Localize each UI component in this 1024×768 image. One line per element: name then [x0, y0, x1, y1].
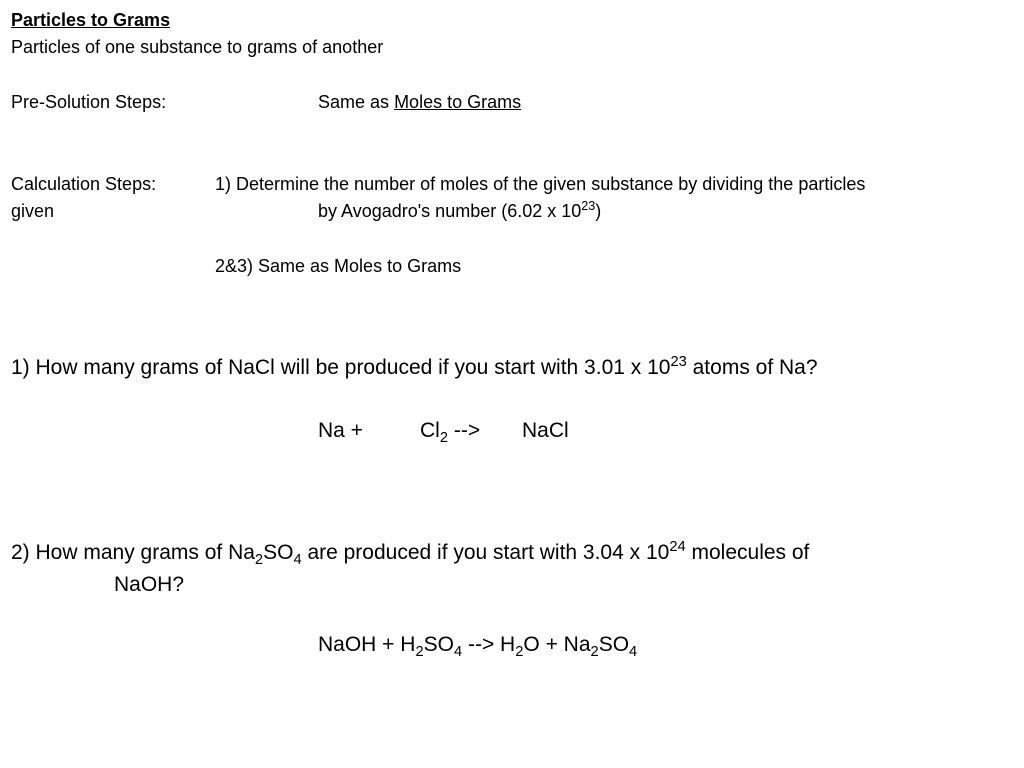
eq-part2: SO [423, 633, 454, 656]
arrow-text: --> [448, 419, 481, 442]
eq-part3: --> H [462, 633, 516, 656]
pre-solution-label: Pre-Solution Steps: [11, 92, 167, 112]
calculation-label: Calculation Steps: [11, 174, 157, 194]
moles-to-grams-link[interactable]: Moles to Grams [394, 92, 522, 112]
problem1-exponent: 23 [670, 354, 687, 370]
eq-part5: SO [598, 633, 630, 656]
problem2-sub1: 2 [254, 552, 264, 569]
avogadro-exponent: 23 [581, 199, 596, 213]
eq-sub5: 4 [629, 644, 638, 661]
step1-line2 [318, 199, 602, 221]
problem1-eq-cl2 [420, 419, 481, 447]
avogadro-close: ) [595, 201, 602, 221]
problem2-exponent: 24 [669, 539, 686, 555]
pre-solution-text [318, 93, 521, 111]
problem2-q-mid1: SO [263, 541, 294, 564]
page-subtitle: Particles of one substance to grams of another [11, 37, 384, 57]
cl-subscript: 2 [439, 430, 449, 447]
problem2-sub2: 4 [293, 552, 302, 569]
eq-sub2: 4 [453, 644, 463, 661]
problem2-equation [318, 633, 638, 661]
eq-sub1: 2 [415, 644, 424, 661]
avogadro-text: by Avogadro's number (6.02 x 10 [318, 201, 582, 221]
problem2-question-line2: NaOH? [114, 573, 185, 596]
problem2-q-mid2: are produced if you start with 3.04 x 10 [301, 541, 670, 564]
problem2-question [11, 539, 810, 569]
eq-part4: O + Na [523, 633, 591, 656]
problem1-q-post: atoms of Na? [686, 356, 818, 379]
page-title: Particles to Grams [11, 10, 171, 30]
eq-part1: NaOH + H [318, 633, 416, 656]
step1-given: given [11, 201, 55, 221]
step1-line1: 1) Determine the number of moles of the given substance by dividing the particles [215, 174, 866, 194]
eq-sub3: 2 [515, 644, 524, 661]
problem2-q-pre: 2) How many grams of Na [11, 541, 255, 564]
problem1-eq-na: Na + [318, 419, 363, 442]
problem1-eq-nacl: NaCl [522, 419, 569, 442]
problem1-question [11, 354, 818, 379]
same-as-text: Same as [318, 92, 390, 112]
problem1-q-pre: 1) How many grams of NaCl will be produced if you start with 3.01 x 10 [11, 356, 671, 379]
eq-sub4: 2 [590, 644, 599, 661]
problem2-q-post: molecules of [685, 541, 810, 564]
step23-text: 2&3) Same as Moles to Grams [215, 256, 462, 276]
cl-text: Cl [420, 419, 440, 442]
